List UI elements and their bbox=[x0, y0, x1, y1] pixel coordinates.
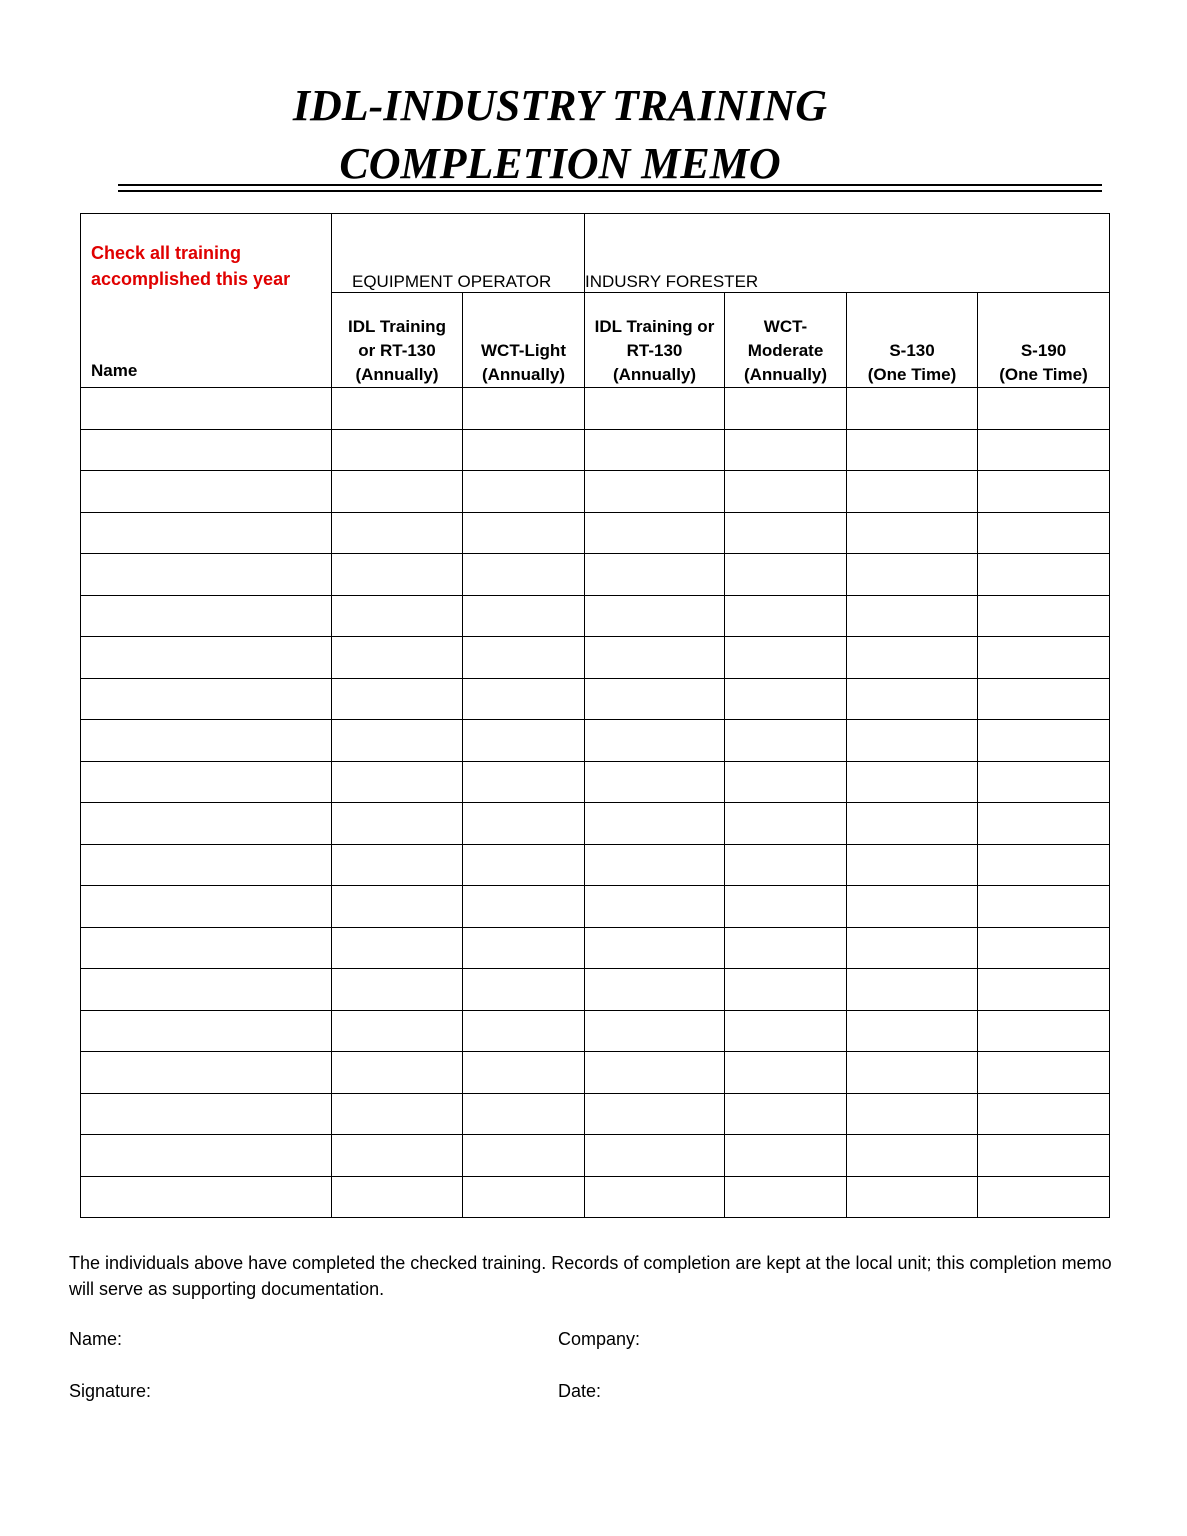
idl-training-cell[interactable] bbox=[332, 1052, 463, 1094]
idl-training-forester-cell[interactable] bbox=[585, 1176, 725, 1218]
idl-training-cell[interactable] bbox=[332, 720, 463, 762]
s190-cell[interactable] bbox=[978, 927, 1110, 969]
s130-cell[interactable] bbox=[847, 1135, 978, 1177]
wct-moderate-cell[interactable] bbox=[725, 886, 847, 928]
idl-training-forester-cell[interactable] bbox=[585, 761, 725, 803]
idl-training-forester-cell[interactable] bbox=[585, 886, 725, 928]
table-row bbox=[81, 637, 1110, 679]
wct-light-cell[interactable] bbox=[463, 554, 585, 596]
table-row bbox=[81, 803, 1110, 845]
idl-training-forester-cell[interactable] bbox=[585, 637, 725, 679]
wct-moderate-cell[interactable] bbox=[725, 678, 847, 720]
wct-light-cell[interactable] bbox=[463, 1052, 585, 1094]
table-row bbox=[81, 1010, 1110, 1052]
wct-light-cell[interactable] bbox=[463, 720, 585, 762]
idl-training-forester-cell[interactable] bbox=[585, 471, 725, 513]
s130-cell[interactable] bbox=[847, 803, 978, 845]
completion-statement: The individuals above have completed the checked training. Records of completion are kept at the local unit; this completion memo will serve as supporting documentation. bbox=[69, 1253, 1112, 1299]
s190-cell[interactable] bbox=[978, 471, 1110, 513]
wct-moderate-cell[interactable] bbox=[725, 1135, 847, 1177]
idl-training-forester-cell[interactable] bbox=[585, 844, 725, 886]
s190-cell[interactable] bbox=[978, 803, 1110, 845]
s190-cell[interactable] bbox=[978, 1093, 1110, 1135]
memo-title-line-2: COMPLETION MEMO bbox=[339, 139, 781, 188]
wct-moderate-cell[interactable] bbox=[725, 388, 847, 430]
table-body bbox=[81, 388, 1110, 1218]
idl-training-forester-cell[interactable] bbox=[585, 803, 725, 845]
wct-light-cell[interactable] bbox=[463, 471, 585, 513]
s190-cell[interactable] bbox=[978, 429, 1110, 471]
s130-cell[interactable] bbox=[847, 720, 978, 762]
name-cell[interactable] bbox=[81, 803, 332, 845]
s130-cell[interactable] bbox=[847, 429, 978, 471]
idl-training-cell[interactable] bbox=[332, 1093, 463, 1135]
name-cell[interactable] bbox=[81, 1176, 332, 1218]
wct-light-cell[interactable] bbox=[463, 1176, 585, 1218]
signature-label: Signature: bbox=[69, 1381, 152, 1401]
idl-training-cell[interactable] bbox=[332, 512, 463, 554]
table-row bbox=[81, 844, 1110, 886]
idl-training-cell[interactable] bbox=[332, 637, 463, 679]
idl-training-cell[interactable] bbox=[332, 554, 463, 596]
wct-moderate-cell[interactable] bbox=[725, 1052, 847, 1094]
wct-light-cell[interactable] bbox=[463, 969, 585, 1011]
wct-moderate-cell[interactable] bbox=[725, 1176, 847, 1218]
s190-cell[interactable] bbox=[978, 512, 1110, 554]
table-row bbox=[81, 720, 1110, 762]
idl-training-cell[interactable] bbox=[332, 595, 463, 637]
idl-training-cell[interactable] bbox=[332, 388, 463, 430]
name-cell[interactable] bbox=[81, 637, 332, 679]
table-row bbox=[81, 678, 1110, 720]
name-cell[interactable] bbox=[81, 844, 332, 886]
group-header-industry-forester: INDUSRY FORESTER bbox=[585, 214, 1110, 293]
s130-cell[interactable] bbox=[847, 1010, 978, 1052]
idl-training-cell[interactable] bbox=[332, 803, 463, 845]
company-label: Company: bbox=[558, 1329, 641, 1349]
idl-training-cell[interactable] bbox=[332, 969, 463, 1011]
s130-cell[interactable] bbox=[847, 969, 978, 1011]
s190-cell[interactable] bbox=[978, 1135, 1110, 1177]
s190-cell[interactable] bbox=[978, 678, 1110, 720]
table-row bbox=[81, 761, 1110, 803]
wct-moderate-cell[interactable] bbox=[725, 1010, 847, 1052]
idl-training-cell[interactable] bbox=[332, 678, 463, 720]
idl-training-cell[interactable] bbox=[332, 471, 463, 513]
wct-light-cell[interactable] bbox=[463, 512, 585, 554]
name-cell[interactable] bbox=[81, 471, 332, 513]
table-row bbox=[81, 471, 1110, 513]
name-cell[interactable] bbox=[81, 678, 332, 720]
idl-training-forester-cell[interactable] bbox=[585, 512, 725, 554]
table-row bbox=[81, 1176, 1110, 1218]
s130-cell[interactable] bbox=[847, 1052, 978, 1094]
wct-moderate-cell[interactable] bbox=[725, 637, 847, 679]
date-label: Date: bbox=[558, 1381, 602, 1401]
idl-training-forester-cell[interactable] bbox=[585, 388, 725, 430]
s190-cell[interactable] bbox=[978, 1052, 1110, 1094]
wct-moderate-cell[interactable] bbox=[725, 595, 847, 637]
name-cell[interactable] bbox=[81, 761, 332, 803]
wct-light-cell[interactable] bbox=[463, 678, 585, 720]
column-header-s190: S-190 (One Time) bbox=[978, 293, 1110, 388]
column-header-wct-moderate: WCT- Moderate (Annually) bbox=[725, 293, 847, 388]
s190-cell[interactable] bbox=[978, 1010, 1110, 1052]
column-header-idl-training-forester: IDL Training or RT-130 (Annually) bbox=[585, 293, 725, 388]
wct-light-cell[interactable] bbox=[463, 429, 585, 471]
table-row bbox=[81, 969, 1110, 1011]
name-cell[interactable] bbox=[81, 969, 332, 1011]
s130-cell[interactable] bbox=[847, 678, 978, 720]
table-row bbox=[81, 595, 1110, 637]
table-row bbox=[81, 1052, 1110, 1094]
name-cell[interactable] bbox=[81, 720, 332, 762]
idl-training-forester-cell[interactable] bbox=[585, 429, 725, 471]
wct-light-cell[interactable] bbox=[463, 927, 585, 969]
s190-cell[interactable] bbox=[978, 554, 1110, 596]
idl-training-cell[interactable] bbox=[332, 1176, 463, 1218]
idl-training-forester-cell[interactable] bbox=[585, 927, 725, 969]
idl-training-forester-cell[interactable] bbox=[585, 1052, 725, 1094]
idl-training-cell[interactable] bbox=[332, 844, 463, 886]
idl-training-cell[interactable] bbox=[332, 886, 463, 928]
wct-moderate-cell[interactable] bbox=[725, 1093, 847, 1135]
wct-light-cell[interactable] bbox=[463, 595, 585, 637]
name-cell[interactable] bbox=[81, 927, 332, 969]
idl-training-forester-cell[interactable] bbox=[585, 1135, 725, 1177]
table-row bbox=[81, 512, 1110, 554]
s190-cell[interactable] bbox=[978, 388, 1110, 430]
table-group-header-row bbox=[81, 214, 1110, 293]
name-header-label: Name bbox=[91, 361, 138, 380]
s130-cell[interactable] bbox=[847, 595, 978, 637]
name-cell[interactable] bbox=[81, 595, 332, 637]
table-row bbox=[81, 554, 1110, 596]
s190-cell[interactable] bbox=[978, 886, 1110, 928]
name-cell[interactable] bbox=[81, 1135, 332, 1177]
s190-cell[interactable] bbox=[978, 1176, 1110, 1218]
wct-light-cell[interactable] bbox=[463, 844, 585, 886]
memo-title-line-1: IDL-INDUSTRY TRAINING bbox=[292, 81, 828, 130]
s130-cell[interactable] bbox=[847, 886, 978, 928]
s130-cell[interactable] bbox=[847, 388, 978, 430]
s190-cell[interactable] bbox=[978, 720, 1110, 762]
column-header-idl-training: IDL Training or RT-130 (Annually) bbox=[332, 293, 463, 388]
table-row bbox=[81, 886, 1110, 928]
table-row bbox=[81, 388, 1110, 430]
name-label: Name: bbox=[69, 1329, 123, 1349]
wct-moderate-cell[interactable] bbox=[725, 429, 847, 471]
wct-moderate-cell[interactable] bbox=[725, 512, 847, 554]
wct-moderate-cell[interactable] bbox=[725, 844, 847, 886]
wct-moderate-cell[interactable] bbox=[725, 969, 847, 1011]
s130-cell[interactable] bbox=[847, 927, 978, 969]
s130-cell[interactable] bbox=[847, 637, 978, 679]
s130-cell[interactable] bbox=[847, 471, 978, 513]
wct-moderate-cell[interactable] bbox=[725, 761, 847, 803]
wct-moderate-cell[interactable] bbox=[725, 803, 847, 845]
name-cell[interactable] bbox=[81, 1010, 332, 1052]
name-cell[interactable] bbox=[81, 429, 332, 471]
name-cell[interactable] bbox=[81, 554, 332, 596]
idl-training-cell[interactable] bbox=[332, 761, 463, 803]
title-divider-bottom bbox=[118, 190, 1102, 192]
s190-cell[interactable] bbox=[978, 844, 1110, 886]
name-cell[interactable] bbox=[81, 388, 332, 430]
title-divider-top bbox=[118, 184, 1102, 186]
idl-training-cell[interactable] bbox=[332, 927, 463, 969]
s130-cell[interactable] bbox=[847, 1176, 978, 1218]
s130-cell[interactable] bbox=[847, 761, 978, 803]
table-row bbox=[81, 927, 1110, 969]
s190-cell[interactable] bbox=[978, 595, 1110, 637]
check-instruction-line-2: accomplished this year bbox=[91, 269, 291, 289]
wct-moderate-cell[interactable] bbox=[725, 471, 847, 513]
table-row bbox=[81, 1135, 1110, 1177]
wct-light-cell[interactable] bbox=[463, 388, 585, 430]
name-cell[interactable] bbox=[81, 1052, 332, 1094]
column-header-wct-light: WCT-Light (Annually) bbox=[463, 293, 585, 388]
idl-training-cell[interactable] bbox=[332, 429, 463, 471]
training-table bbox=[80, 213, 1110, 1218]
s130-cell[interactable] bbox=[847, 844, 978, 886]
check-instruction-line-1: Check all training bbox=[91, 243, 242, 263]
wct-moderate-cell[interactable] bbox=[725, 927, 847, 969]
idl-training-cell[interactable] bbox=[332, 1010, 463, 1052]
table-row bbox=[81, 1093, 1110, 1135]
wct-light-cell[interactable] bbox=[463, 803, 585, 845]
s130-cell[interactable] bbox=[847, 512, 978, 554]
name-column-header bbox=[81, 214, 332, 388]
wct-moderate-cell[interactable] bbox=[725, 720, 847, 762]
idl-training-forester-cell[interactable] bbox=[585, 595, 725, 637]
idl-training-forester-cell[interactable] bbox=[585, 720, 725, 762]
name-cell[interactable] bbox=[81, 512, 332, 554]
wct-light-cell[interactable] bbox=[463, 886, 585, 928]
s190-cell[interactable] bbox=[978, 761, 1110, 803]
idl-training-forester-cell[interactable] bbox=[585, 969, 725, 1011]
check-instruction bbox=[91, 240, 290, 292]
table-row bbox=[81, 429, 1110, 471]
wct-light-cell[interactable] bbox=[463, 1135, 585, 1177]
wct-light-cell[interactable] bbox=[463, 761, 585, 803]
name-cell[interactable] bbox=[81, 1093, 332, 1135]
idl-training-forester-cell[interactable] bbox=[585, 678, 725, 720]
idl-training-forester-cell[interactable] bbox=[585, 554, 725, 596]
idl-training-forester-cell[interactable] bbox=[585, 1010, 725, 1052]
wct-light-cell[interactable] bbox=[463, 637, 585, 679]
name-cell[interactable] bbox=[81, 886, 332, 928]
group-header-equipment-operator: EQUIPMENT OPERATOR bbox=[332, 214, 585, 293]
s190-cell[interactable] bbox=[978, 969, 1110, 1011]
wct-light-cell[interactable] bbox=[463, 1093, 585, 1135]
s190-cell[interactable] bbox=[978, 637, 1110, 679]
s130-cell[interactable] bbox=[847, 1093, 978, 1135]
idl-training-cell[interactable] bbox=[332, 1135, 463, 1177]
column-header-s130: S-130 (One Time) bbox=[847, 293, 978, 388]
wct-moderate-cell[interactable] bbox=[725, 554, 847, 596]
idl-training-forester-cell[interactable] bbox=[585, 1093, 725, 1135]
s130-cell[interactable] bbox=[847, 554, 978, 596]
wct-light-cell[interactable] bbox=[463, 1010, 585, 1052]
